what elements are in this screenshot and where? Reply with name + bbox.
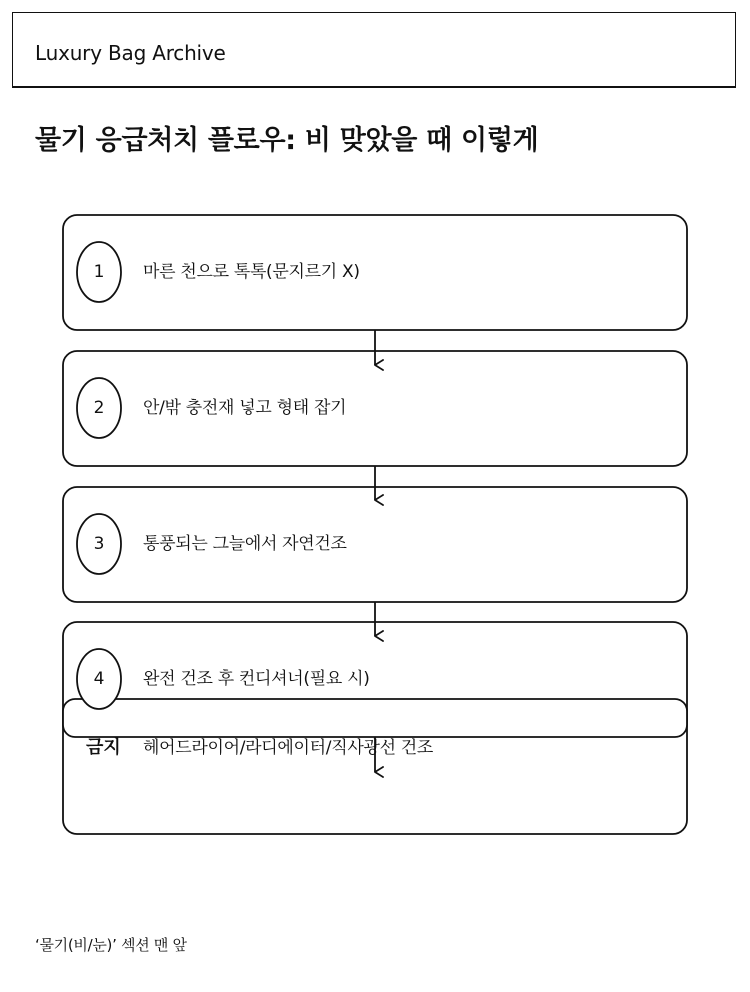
site-title: Luxury Bag Archive <box>35 41 226 65</box>
page-title: 물기 응급처치 플로우: 비 맞았을 때 이렇게 <box>35 125 539 156</box>
footnote: ‘물기(비/눈)’ 섹션 맨 앞 <box>35 936 187 954</box>
step-number-1: 1 <box>93 262 105 282</box>
step-text-2: 안/밖 충전재 넣고 형태 잡기 <box>143 398 347 418</box>
step-number-2: 2 <box>93 398 105 418</box>
step-text-1: 마른 천으로 톡톡(문지르기 X) <box>143 262 360 282</box>
step-number-4: 4 <box>93 669 105 689</box>
step-text-4: 완전 건조 후 컨디셔너(필요 시) <box>143 669 370 689</box>
warning-box <box>63 699 687 737</box>
step-text-3: 통풍되는 그늘에서 자연건조 <box>143 534 347 554</box>
warning-text: 헤어드라이어/라디에이터/직사광선 건조 <box>143 738 434 758</box>
step-number-3: 3 <box>93 534 105 554</box>
warning-label: 금지 <box>86 737 121 758</box>
